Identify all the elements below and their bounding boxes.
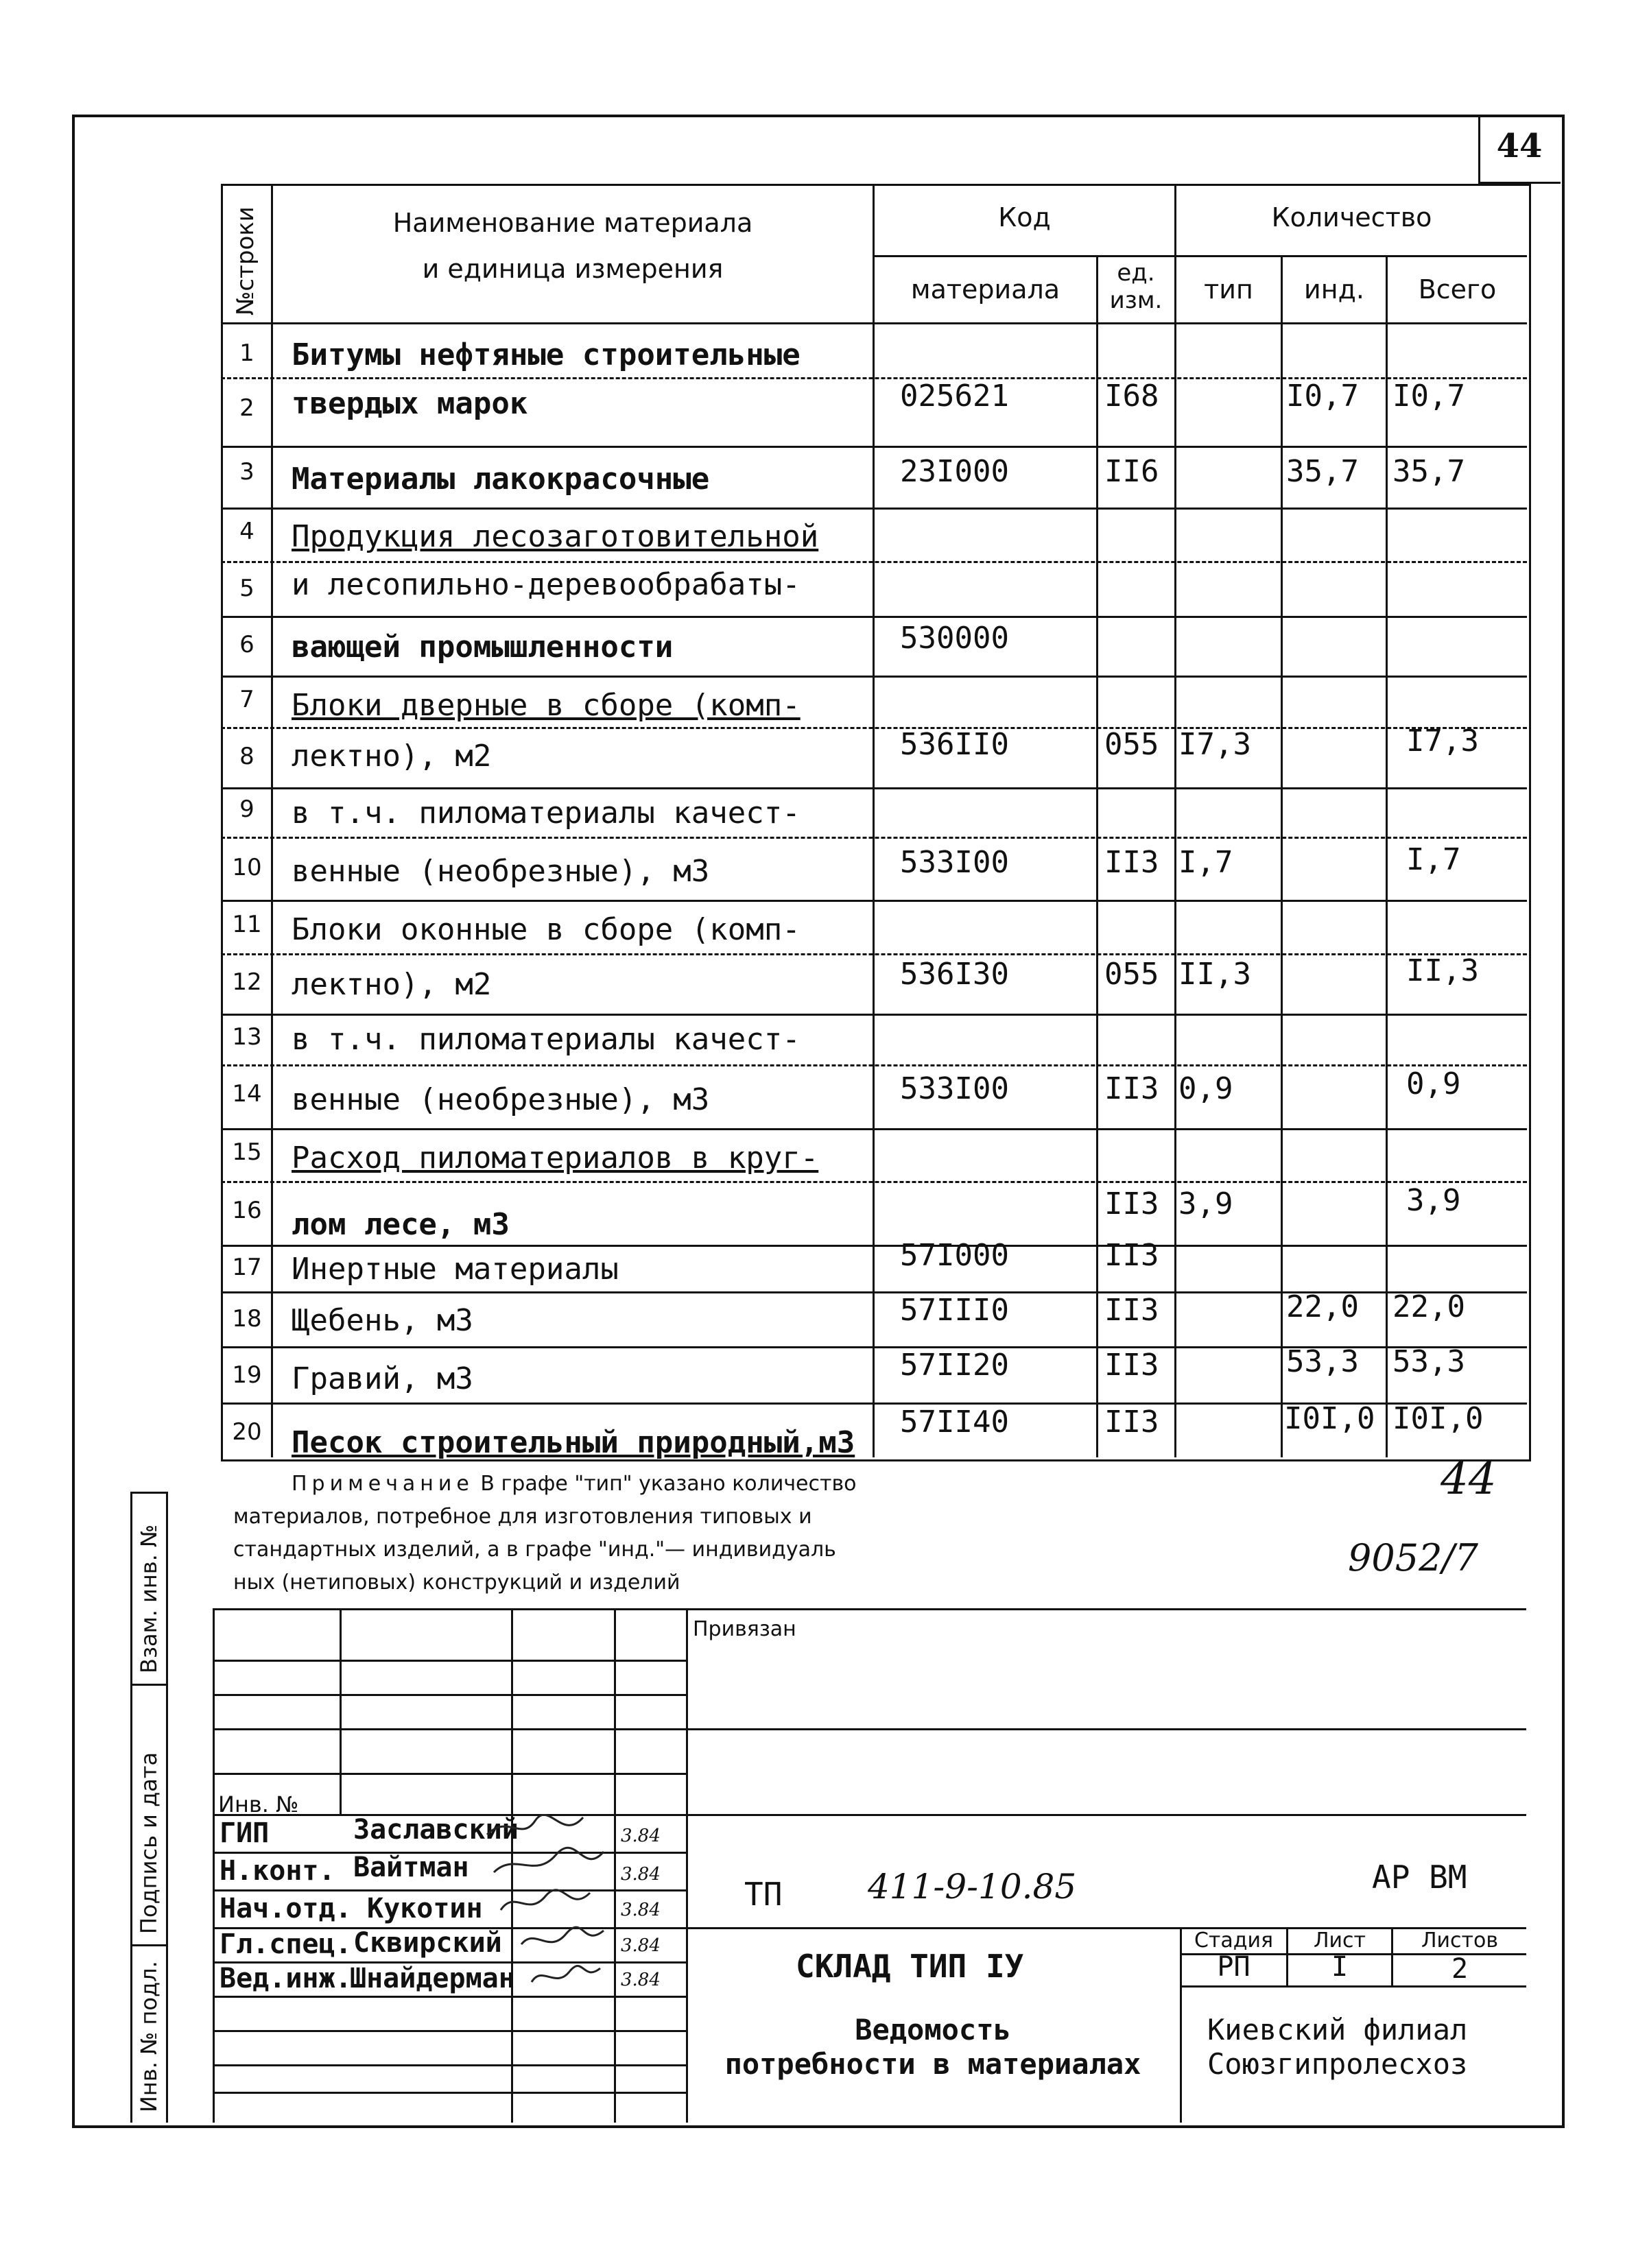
unit-code: II3 (1104, 1405, 1159, 1440)
material-name: Гравий, м3 (292, 1361, 473, 1396)
row-number: 12 (232, 968, 262, 996)
side-strip-right (166, 1492, 168, 2123)
material-name: Песок строительный природный,м3 (292, 1425, 855, 1460)
material-name: Блоки дверные в сборе (комп- (292, 688, 801, 723)
row-line (221, 953, 1527, 955)
tp-label: ТП (744, 1876, 783, 1913)
stamp-col (340, 1608, 342, 1814)
col-line-code (873, 184, 875, 1457)
material-code: 536I30 (900, 957, 1009, 992)
side-strip-top (130, 1492, 168, 1494)
stamp-line (213, 1694, 686, 1696)
handwritten-archive-number: 9052/7 (1348, 1536, 1478, 1579)
qty-type: 3,9 (1178, 1186, 1233, 1221)
row-line (221, 446, 1527, 448)
row-number: 16 (232, 1197, 262, 1224)
header-mid-line (873, 255, 1527, 257)
signer-name: Кукотин (367, 1893, 483, 1924)
qty-type: I,7 (1178, 845, 1233, 880)
signer-role: Н.конт. (220, 1855, 335, 1887)
qty-ind: 22,0 (1286, 1289, 1359, 1324)
row-line (221, 1014, 1527, 1016)
sheet-value: I (1331, 1951, 1349, 1983)
row-line (221, 1064, 1527, 1066)
row-line (221, 727, 1527, 729)
row-number: 19 (232, 1361, 262, 1389)
stamp-line (213, 1728, 1526, 1730)
qty-type: I7,3 (1178, 727, 1251, 762)
row-line (221, 1181, 1527, 1183)
note-title: Примечание (292, 1472, 474, 1496)
note-line: В графе "тип" указано количество (480, 1472, 857, 1496)
col-line-unit (1096, 255, 1098, 1457)
row-number: 6 (239, 631, 254, 658)
page-number: 44 (1496, 127, 1543, 165)
sheets-value: 2 (1451, 1953, 1469, 1985)
row-number: 9 (239, 796, 254, 823)
qty-ind: 35,7 (1286, 454, 1359, 489)
stamp-line (213, 2092, 686, 2094)
row-line (221, 676, 1527, 678)
qty-ind: I0,7 (1286, 379, 1359, 414)
material-code: 533I00 (900, 1071, 1009, 1106)
material-code: 57I000 (900, 1238, 1009, 1273)
signature (501, 1890, 590, 1910)
header-name-line1: Наименование материала (392, 208, 753, 238)
signer-date: 3.84 (621, 1900, 661, 1920)
organization-line1: Киевский филиал (1207, 2013, 1468, 2046)
row-number: 1 (239, 339, 254, 367)
unit-code: II3 (1104, 1238, 1159, 1273)
note-block (233, 1468, 857, 1599)
material-name: Блоки оконные в сборе (комп- (292, 912, 801, 947)
material-name: венные (необрезные), м3 (292, 854, 710, 889)
inv-no-label: Инв. № (218, 1791, 299, 1817)
signer-date: 3.84 (621, 1864, 661, 1885)
signature (521, 1927, 604, 1944)
unit-code: II3 (1104, 1186, 1159, 1221)
row-number: 13 (232, 1023, 262, 1051)
header-row-no: №строки (232, 206, 259, 315)
signer-date: 3.84 (621, 1826, 661, 1846)
unit-code: I68 (1104, 379, 1159, 414)
note-line: материалов, потребное для изготовления типовых и (233, 1505, 812, 1529)
signature (532, 1966, 600, 1982)
stamp-line (213, 2030, 686, 2032)
stamp-line (213, 1773, 686, 1775)
unit-code: 055 (1104, 957, 1159, 992)
note-line: стандартных изделий, а в графе "инд."— индивидуаль (233, 1538, 836, 1562)
material-name: в т.ч. пиломатериалы качест- (292, 796, 801, 831)
header-code-unit-1: ед. (1117, 259, 1155, 287)
row-line (221, 1128, 1527, 1130)
material-code: 23I000 (900, 454, 1009, 489)
row-number: 18 (232, 1305, 262, 1333)
stamp-top (213, 1608, 1526, 1610)
row-line (221, 1245, 1527, 1247)
material-name: Инертные материалы (292, 1252, 619, 1287)
row-number: 20 (232, 1418, 262, 1446)
row-number: 5 (239, 575, 254, 602)
qty-total: 3,9 (1406, 1183, 1461, 1218)
unit-code: II3 (1104, 1293, 1159, 1328)
col-line-tip (1174, 184, 1176, 1457)
side-strip-left (130, 1492, 132, 2123)
note-line: ных (нетиповых) конструкций и изделий (233, 1571, 680, 1595)
material-code: 025621 (900, 379, 1009, 414)
qty-total: 53,3 (1392, 1344, 1465, 1379)
stamp-left (213, 1608, 215, 2123)
side-label-vzam: Взам. инв. № (136, 1524, 162, 1673)
qty-total: I,7 (1406, 842, 1461, 877)
unit-code: II3 (1104, 845, 1159, 880)
stamp-line (213, 1660, 686, 1662)
row-number: 8 (239, 743, 254, 770)
material-code: 57II40 (900, 1405, 1009, 1440)
material-name: вающей промышленности (292, 630, 674, 665)
qty-total: 22,0 (1392, 1289, 1465, 1324)
signer-role: Вед.инж. (220, 1963, 352, 1994)
signer-role: ГИП (220, 1817, 270, 1849)
material-name: и лесопильно-деревообрабаты- (292, 567, 801, 602)
row-number: 3 (239, 458, 254, 486)
material-name: в т.ч. пиломатериалы качест- (292, 1022, 801, 1057)
privyazan-label: Привязан (693, 1617, 796, 1641)
header-q-type: тип (1204, 274, 1253, 305)
row-number: 10 (232, 854, 262, 881)
signer-role: Гл.спец. (220, 1929, 352, 1960)
header-code-material: материала (910, 274, 1060, 305)
signature (494, 1848, 604, 1872)
doc-title-line1: Ведомость (855, 2013, 1011, 2046)
stamp-stage-bottom (1180, 1985, 1526, 1988)
header-quantity: Количество (1271, 202, 1432, 232)
organization-line2: Союзгипролесхоз (1207, 2047, 1468, 2081)
page-number-box-left (1478, 115, 1480, 183)
material-name: лом лесе, м3 (292, 1207, 510, 1242)
row-number: 11 (232, 911, 262, 938)
unit-code: II6 (1104, 454, 1159, 489)
signer-date: 3.84 (621, 1935, 661, 1956)
qty-total: 35,7 (1392, 454, 1465, 489)
material-name: венные (необрезные), м3 (292, 1082, 710, 1117)
header-code: Код (998, 202, 1051, 232)
qty-type: II,3 (1178, 957, 1251, 992)
material-code: 533I00 (900, 845, 1009, 880)
stage-label: Стадия (1194, 1929, 1274, 1953)
row-line (221, 508, 1527, 510)
qty-ind: I0I,0 (1284, 1401, 1375, 1436)
row-line (221, 900, 1527, 902)
row-line (221, 837, 1527, 839)
row-number: 14 (232, 1080, 262, 1108)
material-name: твердых марок (292, 386, 528, 421)
row-line (221, 787, 1527, 789)
signatures-svg (480, 1814, 617, 1999)
side-strip-div (130, 1944, 168, 1946)
stage-value: РП (1217, 1951, 1250, 1983)
qty-total: I7,3 (1406, 724, 1479, 759)
col-line-rowno (271, 184, 273, 1457)
side-strip-div (130, 1684, 168, 1686)
row-number: 7 (239, 686, 254, 713)
row-number: 2 (239, 394, 254, 422)
handwritten-number: 44 (1441, 1454, 1497, 1505)
tp-number: 411-9-10.85 (868, 1867, 1077, 1907)
document-mark: АР ВМ (1372, 1859, 1467, 1896)
material-name: Щебень, м3 (292, 1303, 473, 1338)
material-name: Продукция лесозаготовительной (292, 519, 819, 554)
header-name-line2: и единица измерения (422, 254, 724, 284)
material-code: 530000 (900, 621, 1009, 656)
qty-total: I0I,0 (1392, 1401, 1484, 1436)
material-name: Материалы лакокрасочные (292, 462, 710, 497)
header-q-ind: инд. (1304, 274, 1364, 305)
row-line (221, 616, 1527, 618)
unit-code: II3 (1104, 1071, 1159, 1106)
unit-code: II3 (1104, 1348, 1159, 1383)
row-line (221, 561, 1527, 563)
material-name: лектно), м2 (292, 739, 492, 774)
side-label-podpis: Подпись и дата (136, 1752, 162, 1934)
stamp-line (213, 2064, 686, 2066)
signer-role: Нач.отд. (220, 1893, 352, 1924)
qty-total: II,3 (1406, 953, 1479, 988)
material-name: Расход пиломатериалов в круг- (292, 1141, 819, 1175)
qty-total: 0,9 (1406, 1066, 1461, 1101)
col-line-ind (1281, 255, 1283, 1457)
signer-name: Вайтман (353, 1852, 469, 1883)
qty-type: 0,9 (1178, 1071, 1233, 1106)
material-name: Битумы нефтяные строительные (292, 337, 801, 372)
row-number: 17 (232, 1254, 262, 1281)
qty-total: I0,7 (1392, 379, 1465, 414)
signer-name: Сквирский (353, 1927, 502, 1959)
doc-title-line2: потребности в материалах (724, 2047, 1141, 2081)
row-number: 4 (239, 518, 254, 545)
signature (487, 1815, 583, 1835)
sheets-label: Листов (1421, 1929, 1499, 1953)
header-bottom-line (221, 322, 1527, 324)
object-name: СКЛАД ТИП IУ (796, 1948, 1024, 1985)
header-code-unit-2: изм. (1109, 287, 1163, 314)
material-code: 536II0 (900, 727, 1009, 762)
col-line-total (1386, 255, 1388, 1457)
unit-code: 055 (1104, 727, 1159, 762)
material-code: 57III0 (900, 1293, 1009, 1328)
side-label-inv-podl: Инв. № подл. (136, 1961, 162, 2112)
signer-name: Заславский (353, 1814, 519, 1846)
sheet-label: Лист (1313, 1929, 1366, 1953)
header-q-total: Всего (1418, 274, 1497, 305)
signer-name: Шнайдерман (350, 1963, 515, 1994)
material-name: лектно), м2 (292, 967, 492, 1002)
signer-date: 3.84 (621, 1970, 661, 1990)
row-number: 15 (232, 1138, 262, 1166)
qty-ind: 53,3 (1286, 1344, 1359, 1379)
material-code: 57II20 (900, 1348, 1009, 1383)
